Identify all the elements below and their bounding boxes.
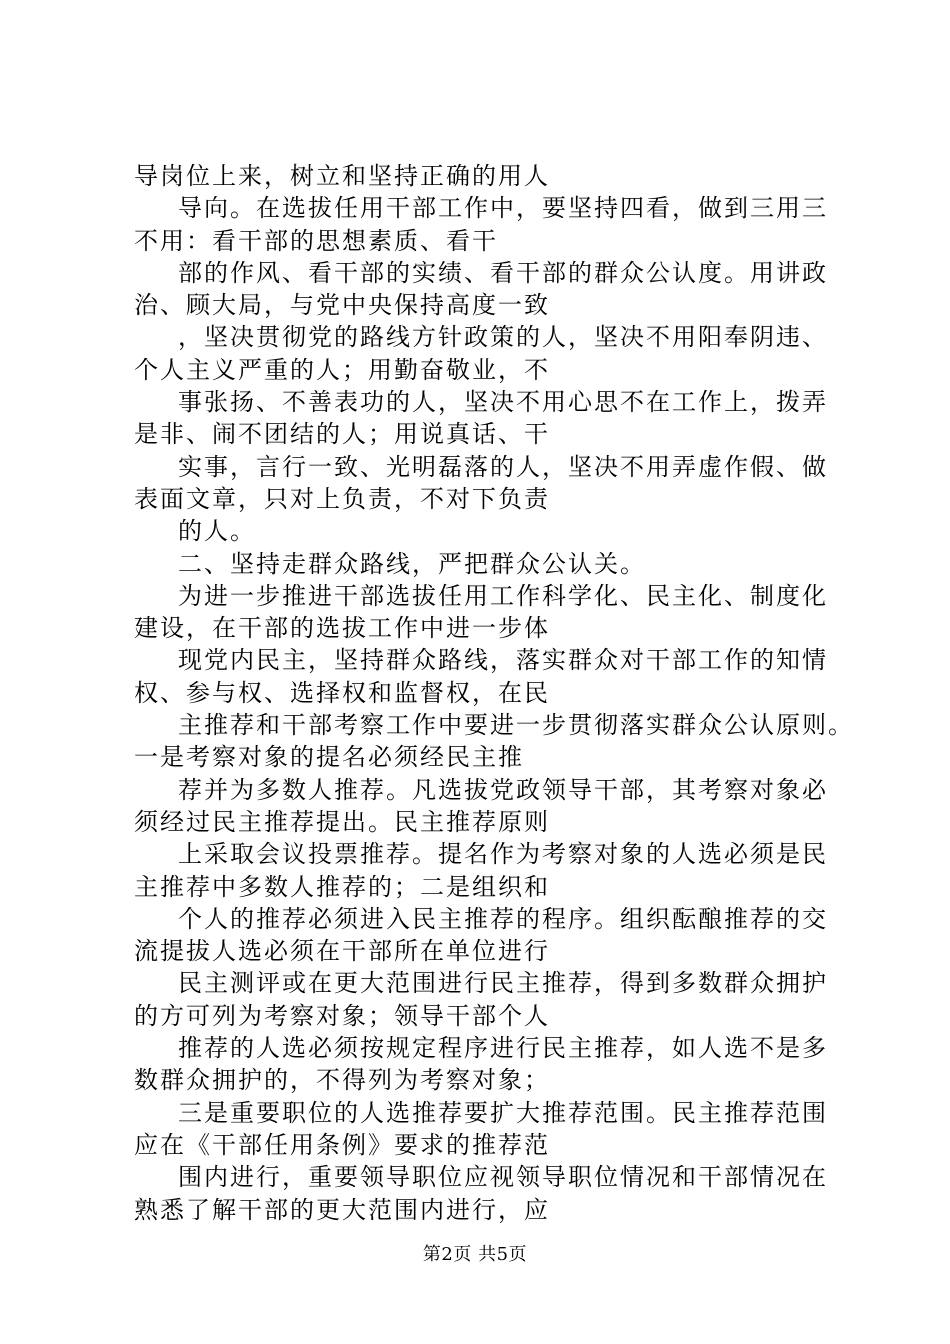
text-line: 建设，在干部的选拔工作中进一步体: [134, 614, 550, 643]
text-line: 的方可列为考察对象；领导干部个人: [134, 1001, 550, 1030]
text-line: 表面文章，只对上负责，不对下负责: [134, 484, 550, 513]
text-line: 民主测评或在更大范围进行民主推荐，得到多数群众拥护: [178, 969, 828, 998]
text-line: 为进一步推进干部选拔任用工作科学化、民主化、制度化: [178, 581, 828, 610]
text-line: 导向。在选拔任用干部工作中，要坚持四看，做到三用三: [178, 194, 828, 223]
text-line: 荐并为多数人推荐。凡选拔党政领导干部，其考察对象必: [178, 775, 828, 804]
text-line: 三是重要职位的人选推荐要扩大推荐范围。民主推荐范围: [178, 1098, 828, 1127]
text-line: 应在《干部任用条例》要求的推荐范: [134, 1130, 550, 1159]
text-line: 一是考察对象的提名必须经民主推: [134, 743, 524, 772]
text-line: 主推荐和干部考察工作中要进一步贯彻落实群众公认原则。: [178, 711, 854, 740]
text-line: 实事，言行一致、光明磊落的人，坚决不用弄虚作假、做: [178, 452, 828, 481]
text-line: 围内进行，重要领导职位应视领导职位情况和干部情况在: [178, 1163, 828, 1192]
text-line: 事张扬、不善表功的人，坚决不用心思不在工作上，拨弄: [178, 388, 828, 417]
text-line: 推荐的人选必须按规定程序进行民主推荐，如人选不是多: [178, 1034, 828, 1063]
text-line: 流提拔人选必须在干部所在单位进行: [134, 937, 550, 966]
text-line: 权、参与权、选择权和监督权，在民: [134, 678, 550, 707]
text-line: 导岗位上来，树立和坚持正确的用人: [134, 162, 550, 190]
document-body: [134, 160, 854, 1226]
text-line: 数群众拥护的，不得列为考察对象；: [134, 1066, 550, 1095]
text-line: 现党内民主，坚持群众路线，落实群众对干部工作的知情: [178, 646, 828, 675]
text-line: 不用：看干部的思想素质、看干: [134, 226, 498, 255]
text-line: 上采取会议投票推荐。提名作为考察对象的人选必须是民: [178, 840, 828, 869]
text-line: 主推荐中多数人推荐的；二是组织和: [134, 872, 550, 901]
text-line: 部的作风、看干部的实绩、看干部的群众公认度。用讲政: [178, 258, 828, 287]
text-line: ，坚决贯彻党的路线方针政策的人，坚决不用阳奉阴违、: [178, 323, 828, 352]
text-line: 是非、闹不团结的人；用说真话、干: [134, 420, 550, 449]
text-line: 个人主义严重的人；用勤奋敬业，不: [134, 355, 550, 384]
text-line: 熟悉了解干部的更大范围内进行，应: [134, 1195, 550, 1224]
section-heading: 二、坚持走群众路线，严把群众公认关。: [178, 549, 646, 578]
text-line: 治、顾大局，与党中央保持高度一致: [134, 291, 550, 320]
text-line: 须经过民主推荐提出。民主推荐原则: [134, 807, 550, 836]
page-number-footer: 第2页 共5页: [422, 1244, 528, 1265]
text-line: 个人的推荐必须进入民主推荐的程序。组织酝酿推荐的交: [178, 904, 828, 933]
text-line: 的人。: [178, 517, 256, 546]
